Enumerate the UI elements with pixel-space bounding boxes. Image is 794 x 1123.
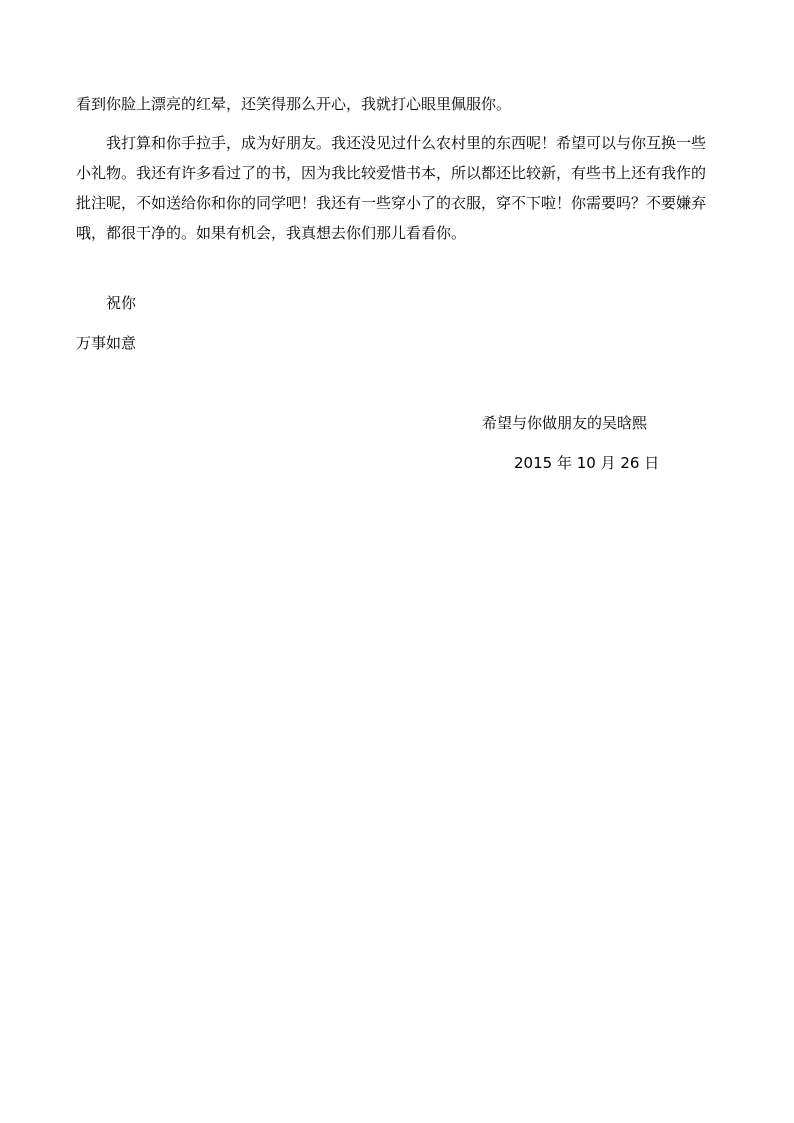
signature: 希望与你做朋友的吴晗熙 [482,414,648,432]
letter-paragraph-1: 看到你脸上漂亮的红晕，还笑得那么开心，我就打心眼里佩服你。 [76,95,512,113]
letter-date: 2015 年 10 月 26 日 [514,454,660,472]
closing-wish: 万事如意 [76,334,137,352]
letter-paragraph-2: 我打算和你手拉手，成为好朋友。我还没见过什么农村里的东西呢！希望可以与你互换一些小礼物。我还有许多看过了的书，因为我比较爱惜书本，所以都还比较新，有些书上还有我作的批注呢，不如送给你和你的同学吧！我还有一些穿小了的衣服，穿不下啦！你需要吗？不要嫌弃哦，都很干净的。如果有机会，我真想去你们那儿看看你。 [76,134,707,242]
closing-greeting: 祝你 [106,294,137,312]
